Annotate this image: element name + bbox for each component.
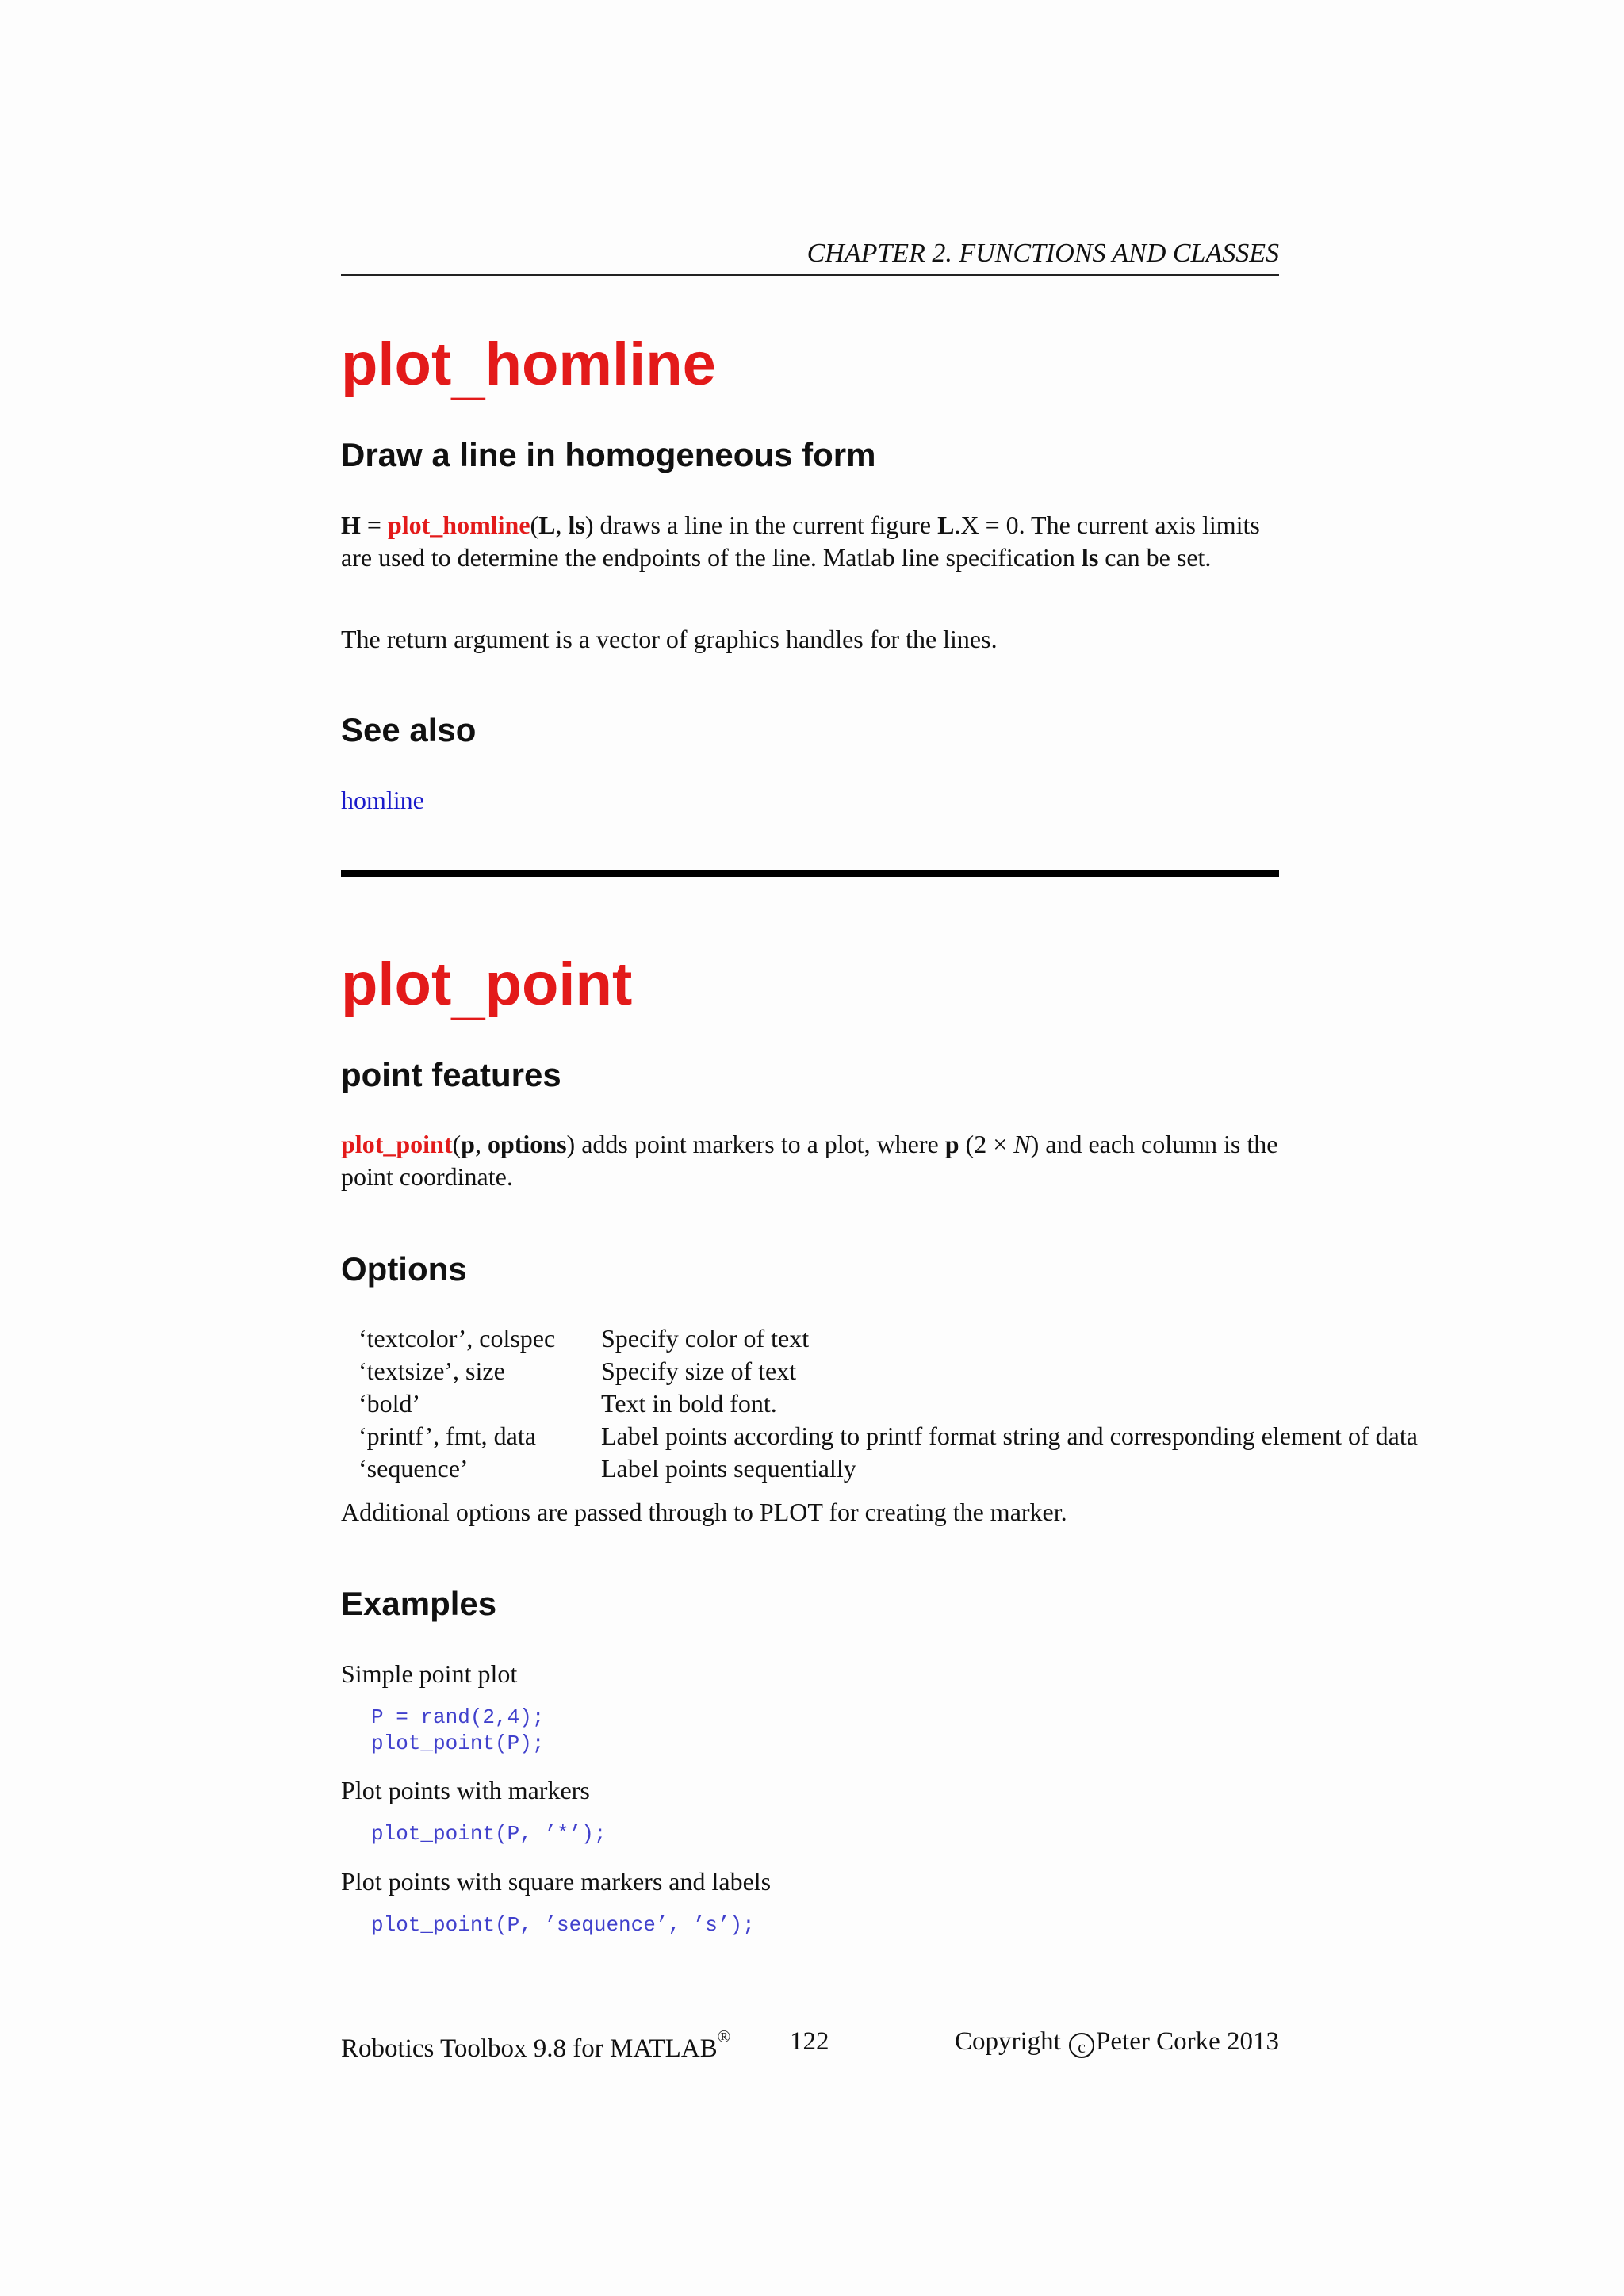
page-number: 122: [790, 2027, 829, 2056]
options-note: Additional options are passed through to PLOT for creating the marker.: [341, 1498, 1067, 1526]
code-block: plot_point(P, ’sequence’, ’s’);: [371, 1913, 755, 1937]
option-desc: Text in bold font.: [601, 1389, 777, 1418]
footer-copyright: [955, 2026, 1279, 2058]
option-desc: Specify size of text: [601, 1357, 797, 1385]
text: ) draws a line in the current figure: [584, 511, 938, 539]
var: ls: [1081, 543, 1099, 572]
options-heading: Options: [341, 1250, 467, 1288]
option-key: ‘sequence’: [358, 1454, 469, 1483]
arg: ls: [568, 511, 585, 539]
footer-text: Copyright: [954, 2027, 1068, 2056]
title-part: point: [485, 951, 633, 1018]
title-underscore: _: [451, 959, 485, 1026]
examples-heading: Examples: [341, 1585, 497, 1622]
return-var: H: [341, 511, 361, 539]
text: =: [360, 511, 388, 539]
example-caption: Plot points with markers: [341, 1776, 590, 1804]
option-key: ‘printf’, fmt, data: [358, 1422, 536, 1450]
see-also-link-homline[interactable]: homline: [341, 786, 424, 814]
title-part: homline: [485, 331, 716, 398]
function-title-plot-point: [341, 951, 633, 1026]
copyright-icon: c: [1069, 2033, 1094, 2058]
option-row: [341, 1452, 1418, 1485]
var: p: [944, 1130, 959, 1158]
title-part: plot: [341, 951, 452, 1018]
registered-mark: ®: [717, 2026, 731, 2046]
var: N: [1013, 1130, 1031, 1158]
option-key: ‘textcolor’, colspec: [358, 1324, 556, 1353]
footer-text: Robotics Toolbox 9.8 for MATLAB: [341, 2034, 718, 2063]
function-name: plot_homline: [387, 511, 530, 539]
text: can be set.: [1098, 543, 1212, 572]
running-head: CHAPTER 2. FUNCTIONS AND CLASSES: [341, 238, 1279, 276]
footer-text: Peter Corke 2013: [1096, 2027, 1279, 2056]
example-caption: Plot points with square markers and labels: [341, 1867, 772, 1896]
title-part: plot: [341, 331, 452, 398]
arg: L: [538, 511, 556, 539]
option-row: [341, 1387, 1418, 1420]
code-block: P = rand(2,4); plot_point(P);: [371, 1705, 545, 1755]
text: ,: [555, 511, 569, 539]
text: .X = 0. The current axis limits are used to determine the endpoints of the line. Matlab line specification: [341, 511, 1260, 572]
title-underscore: _: [451, 339, 485, 406]
option-key: ‘bold’: [358, 1389, 421, 1418]
description-plot-point: [341, 1128, 1279, 1193]
option-key: ‘textsize’, size: [358, 1357, 505, 1385]
arg: p: [461, 1130, 475, 1158]
return-description: The return argument is a vector of graphics handles for the lines.: [341, 625, 998, 653]
description-plot-homline: [341, 509, 1279, 574]
options-table: [341, 1322, 1418, 1485]
var: L: [937, 511, 955, 539]
function-name: plot_point: [341, 1130, 453, 1158]
footer-title: [341, 2026, 730, 2064]
text: ) and each column is the point coordinate.: [341, 1130, 1278, 1191]
section-divider: [341, 870, 1279, 877]
example-caption: Simple point plot: [341, 1659, 518, 1688]
option-row: [341, 1420, 1418, 1452]
option-desc: Label points according to printf format string and corresponding element of data: [601, 1422, 1418, 1450]
subtitle-plot-homline: Draw a line in homogeneous form: [341, 436, 876, 473]
text: (2 ×: [959, 1130, 1014, 1158]
text: (: [452, 1130, 462, 1158]
option-row: [341, 1355, 1418, 1387]
text: (: [530, 511, 539, 539]
text: ) adds point markers to a plot, where: [566, 1130, 945, 1158]
arg: options: [487, 1130, 567, 1158]
code-block: plot_point(P, ’*’);: [371, 1822, 607, 1846]
function-title-plot-homline: [341, 331, 716, 406]
see-also-heading: See also: [341, 711, 477, 748]
text: ,: [474, 1130, 488, 1158]
option-desc: Label points sequentially: [601, 1454, 856, 1483]
option-row: [341, 1322, 1418, 1355]
subtitle-plot-point: point features: [341, 1056, 561, 1093]
option-desc: Specify color of text: [601, 1324, 810, 1353]
